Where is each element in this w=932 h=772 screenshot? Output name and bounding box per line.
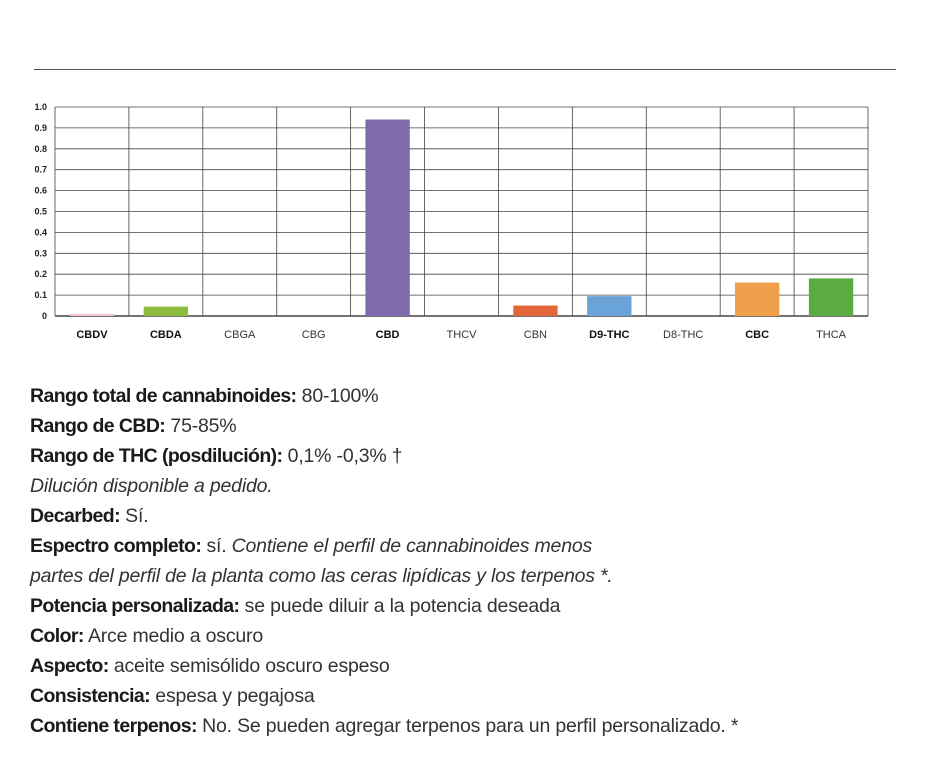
- spec-thc-range: Rango de THC (posdilución): 0,1% -0,3% †: [30, 445, 403, 467]
- y-tick-label: 0.5: [34, 206, 47, 217]
- y-tick-label: 0.1: [34, 290, 47, 301]
- spec-consistency: Consistencia: espesa y pegajosa: [30, 685, 315, 707]
- x-tick-label: CBDV: [76, 329, 108, 341]
- x-tick-label: D9-THC: [589, 329, 630, 341]
- bar-cbdv: [70, 314, 114, 316]
- y-tick-label: 0.4: [34, 227, 47, 238]
- x-tick-label: CBG: [301, 329, 326, 341]
- bar-cbc: [735, 283, 779, 316]
- x-tick-label: CBN: [523, 329, 548, 341]
- y-tick-label: 0.2: [34, 269, 47, 280]
- spec-terpenes: Contiene terpenos: No. Se pueden agregar terpenos para un perfil personalizado. *: [30, 715, 739, 737]
- x-tick-label: THCV: [446, 329, 477, 341]
- y-tick-label: 0.3: [34, 248, 47, 259]
- x-tick-label: CBGA: [224, 329, 256, 341]
- x-tick-label: D8-THC: [663, 329, 704, 341]
- y-tick-label: 0: [41, 311, 47, 321]
- x-tick-label: CBDA: [149, 329, 182, 341]
- bar-thca: [809, 278, 853, 316]
- cannabinoid-bar-chart: [0, 90, 932, 360]
- y-tick-label: 0.9: [34, 122, 47, 133]
- spec-custom-potency: Potencia personalizada: se puede diluir a la potencia deseada: [30, 595, 561, 617]
- bar-cbd: [365, 120, 409, 316]
- x-tick-label: CBD: [375, 329, 400, 341]
- top-divider: [34, 69, 896, 70]
- y-tick-label: 0.7: [34, 164, 47, 175]
- spec-full-spectrum: Espectro completo: sí. Contiene el perfil de cannabinoides menos: [30, 535, 593, 557]
- bar-d9-thc: [587, 296, 631, 316]
- y-tick-label: 0.8: [34, 143, 47, 154]
- x-tick-label: CBC: [745, 329, 770, 341]
- bar-cbn: [513, 306, 557, 316]
- spec-dilution-note: Dilución disponible a pedido.: [30, 475, 273, 497]
- spec-cbd-range: Rango de CBD: 75-85%: [30, 415, 237, 437]
- bar-cbda: [144, 307, 188, 316]
- y-tick-label: 1.0: [34, 102, 47, 112]
- x-tick-label: THCA: [816, 329, 847, 341]
- spec-list: [30, 381, 910, 741]
- spec-full-spectrum-cont: partes del perfil de la planta como las ceras lipídicas y los terpenos *.: [30, 565, 613, 587]
- y-tick-label: 0.6: [34, 185, 47, 196]
- spec-appearance: Aspecto: aceite semisólido oscuro espeso: [30, 655, 390, 677]
- spec-total-cannabinoids: Rango total de cannabinoides: 80-100%: [30, 385, 379, 407]
- spec-decarbed: Decarbed: Sí.: [30, 505, 149, 527]
- spec-color: Color: Arce medio a oscuro: [30, 625, 263, 647]
